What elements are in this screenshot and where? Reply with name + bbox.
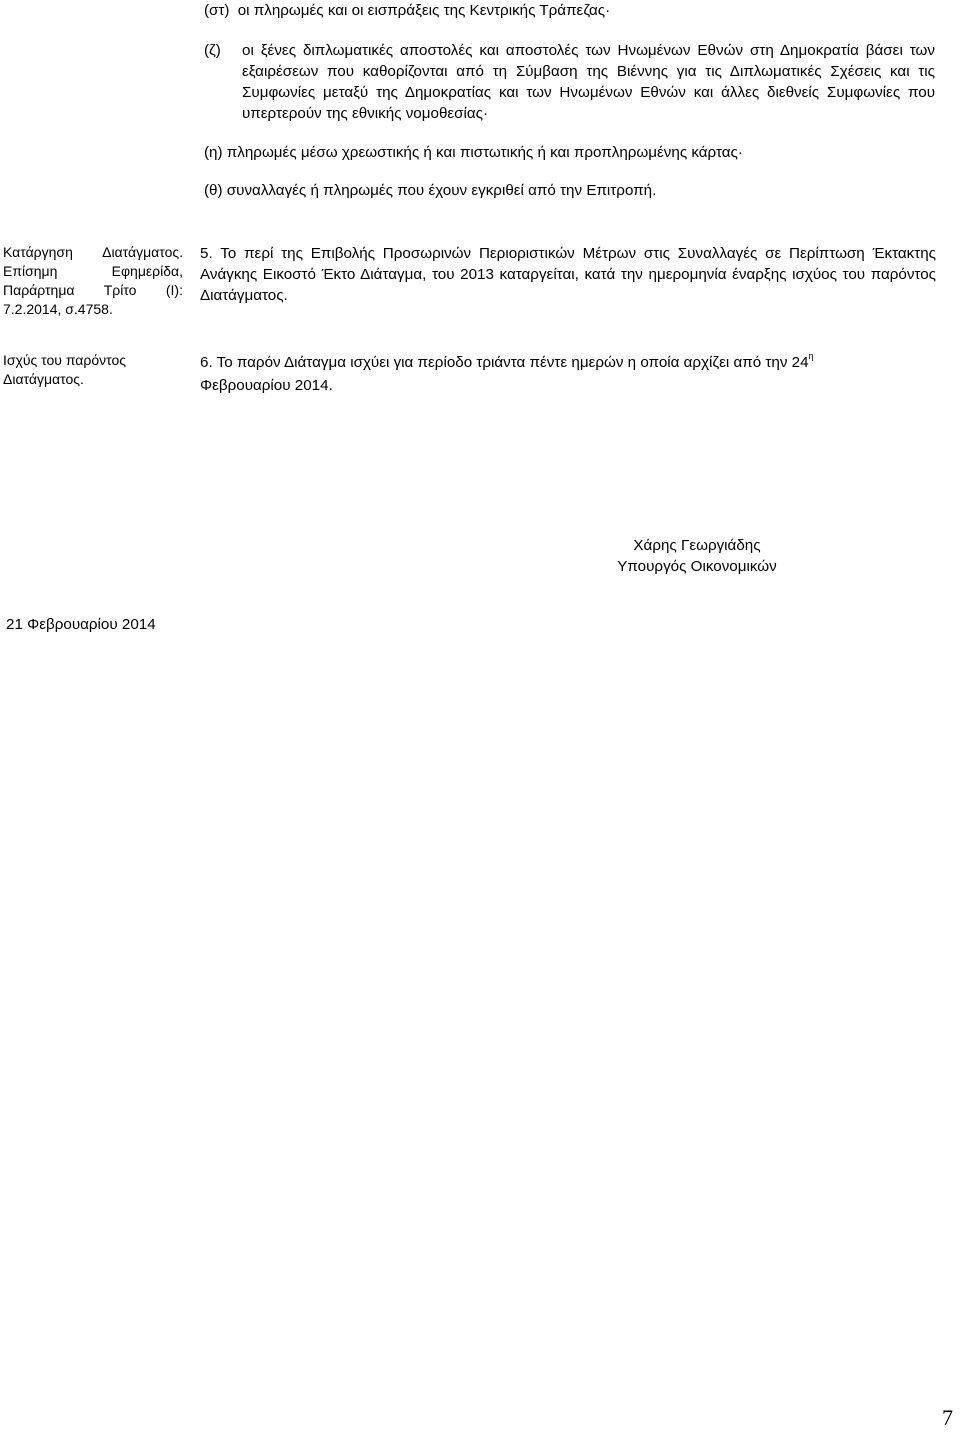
list-item-st-text: οι πληρωμές και οι εισπράξεις της Κεντρικής Τράπεζας· [237, 2, 611, 19]
margin-note-repeal: Κατάργηση Διατάγματος. Επίσημη Εφημερίδα, Παράρτημα Τρίτο (Ι): 7.2.2014, σ.4758. [3, 244, 183, 317]
clause-6 [200, 352, 940, 396]
signatory-title: Υπουργός Οικονομικών [617, 558, 777, 575]
list-item-th: (θ) συναλλαγές ή πληρωμές που έχουν εγκριθεί από την Επιτροπή. [204, 182, 657, 199]
document-date: 21 Φεβρουαρίου 2014 [6, 616, 156, 633]
list-item-z [204, 40, 936, 124]
list-item-st [204, 0, 904, 21]
list-item-z-label: (ζ) [204, 42, 221, 59]
clause-6-line-2: Φεβρουαρίου 2014. [200, 377, 333, 394]
signature-block [560, 535, 834, 577]
page-number: 7 [942, 1405, 953, 1430]
list-item-i: (η) πληρωμές μέσω χρεωστικής ή και πιστωτικής ή και προπληρωμένης κάρτας· [204, 144, 743, 161]
clause-6-text: 6. Το παρόν Διάταγμα ισχύει για περίοδο τριάντα πέντε ημερών η οποία αρχίζει από την 24 [200, 354, 809, 371]
clause-6-line-1 [200, 352, 940, 375]
clause-5: 5. Το περί της Επιβολής Προσωρινών Περιοριστικών Μέτρων στις Συναλλαγές σε Περίπτωση Έκτακτης Ανάγκης Εικοστό Έκτο Διάταγμα, του 2013 καταργείται, κατά την ημερομηνία έναρξης ισχύος του παρόντος Διατάγματος. [200, 245, 936, 304]
list-item-st-label: (στ) [204, 2, 230, 19]
list-item-z-text: οι ξένες διπλωματικές αποστολές και αποστολές των Ηνωμένων Εθνών στη Δημοκρατία βάσει των εξαιρέσεων που καθορίζονται από τη Σύμβαση της Βιέννης για τις Διπλωματικές Σχέσεις και τις Συμφωνίες μεταξύ της Δημοκρατίας και των Ηνωμένων Εθνών και άλλες διεθνείς Συμφωνίες που υπερτερούν της εθνικής νομοθεσίας· [242, 42, 935, 122]
margin-note-validity: Ισχύς του παρόντος Διατάγματος. [3, 352, 127, 387]
signatory-name: Χάρης Γεωργιάδης [633, 537, 761, 554]
clause-6-ordinal-suffix: η [808, 351, 814, 361]
